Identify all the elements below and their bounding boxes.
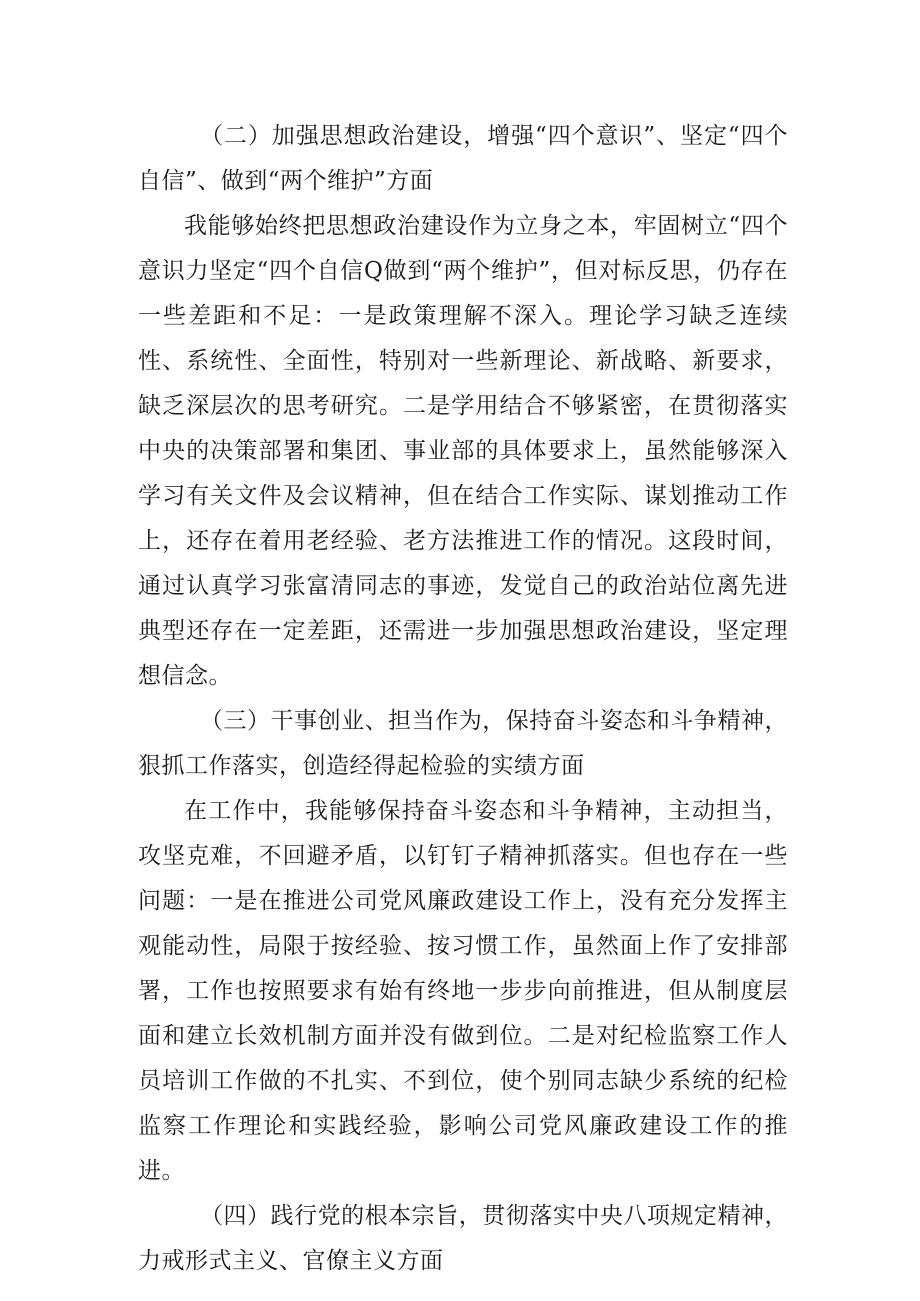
section-heading-4: （四）践行党的根本宗旨，贯彻落实中央八项规定精神，力戒形式主义、官僚主义方面 — [138, 1203, 788, 1274]
section-body-3: 在工作中，我能够保持奋斗姿态和斗争精神，主动担当，攻坚克难，不回避矛盾，以钉钉子精神抓落实。但也存在一些问题：一是在推进公司党风廉政建设工作上，没有充分发挥主观能动性，局限于按经验、按习惯工作，虽然面上作了安排部署，工作也按照要求有始有终地一步步向前推进，但从制度层面和建立长效机制方面并没有做到位。二是对纪检监察工作人员培训工作做的不扎实、不到位，使个别同志缺少系统的纪检监察工作理论和实践经验，影响公司党风廉政建设工作的推进。 — [138, 798, 788, 1184]
section-heading-2: （二）加强思想政治建设，增强“四个意识”、坚定“四个自信”、做到“两个维护”方面 — [138, 123, 788, 194]
document-body — [138, 114, 788, 1284]
section-heading-3: （三）干事创业、担当作为，保持奋斗姿态和斗争精神，狠抓工作落实，创造经得起检验的实绩方面 — [138, 708, 788, 779]
section-body-2: 我能够始终把思想政治建设作为立身之本，牢固树立“四个意识力坚定“四个自信Q做到“两个维护”，但对标反思，仍存在一些差距和不足：一是政策理解不深入。理论学习缺乏连续性、系统性、全面性，特别对一些新理论、新战略、新要求，缺乏深层次的思考研究。二是学用结合不够紧密，在贯彻落实中央的决策部署和集团、事业部的具体要求上，虽然能够深入学习有关文件及会议精神，但在结合工作实际、谋划推动工作上，还存在着用老经验、老方法推进工作的情况。这段时间，通过认真学习张富清同志的事迹，发觉自己的政治站位离先进典型还存在一定差距，还需进一步加强思想政治建设，坚定理想信念。 — [138, 213, 788, 689]
